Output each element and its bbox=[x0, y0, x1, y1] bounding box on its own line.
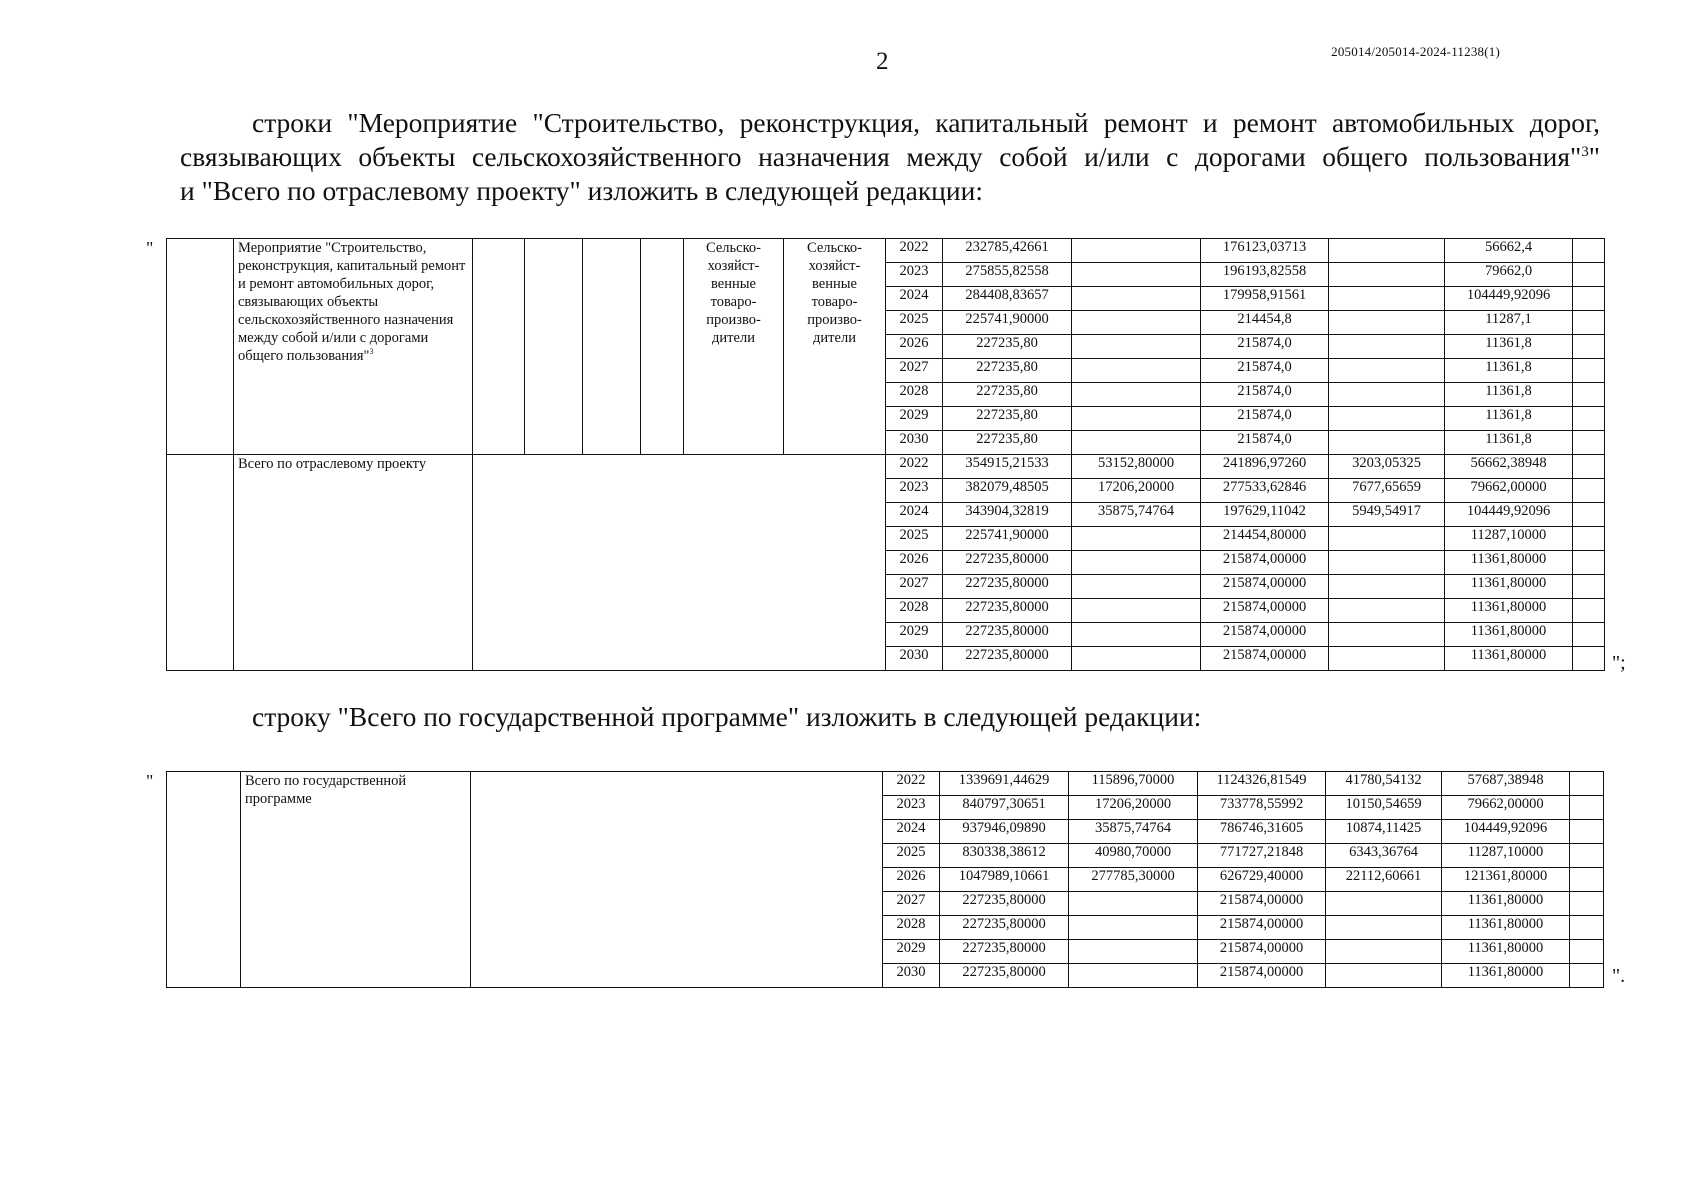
measure-table bbox=[166, 238, 1605, 671]
amount-cell bbox=[1072, 239, 1201, 263]
measure-name-cell bbox=[234, 239, 473, 455]
cell-empty bbox=[525, 239, 583, 455]
amount-cell: 937946,09890 bbox=[940, 820, 1069, 844]
amount-cell: 232785,42661 bbox=[943, 239, 1072, 263]
amount-cell bbox=[1570, 772, 1604, 796]
year-cell: 2024 bbox=[883, 820, 940, 844]
amount-cell: 6343,36764 bbox=[1326, 844, 1442, 868]
amount-cell bbox=[1573, 383, 1605, 407]
amount-cell: 57687,38948 bbox=[1442, 772, 1570, 796]
year-cell: 2028 bbox=[886, 599, 943, 623]
program-total-name: Всего по государственной программе bbox=[241, 772, 471, 988]
year-cell: 2025 bbox=[883, 844, 940, 868]
amount-cell bbox=[1329, 359, 1445, 383]
intro-line-2 bbox=[180, 140, 1600, 174]
cell-empty bbox=[471, 772, 883, 988]
amount-cell: 215874,00000 bbox=[1201, 647, 1329, 671]
amount-cell bbox=[1069, 940, 1198, 964]
amount-cell: 53152,80000 bbox=[1072, 455, 1201, 479]
year-cell: 2025 bbox=[886, 527, 943, 551]
amount-cell: 227235,80000 bbox=[943, 623, 1072, 647]
amount-cell bbox=[1570, 916, 1604, 940]
amount-cell: 733778,55992 bbox=[1198, 796, 1326, 820]
year-cell: 2028 bbox=[886, 383, 943, 407]
amount-cell: 11361,80000 bbox=[1445, 551, 1573, 575]
amount-cell bbox=[1570, 796, 1604, 820]
measure-footnote-ref: 3 bbox=[369, 347, 374, 357]
amount-cell: 11361,80000 bbox=[1445, 623, 1573, 647]
amount-cell bbox=[1072, 551, 1201, 575]
program-table bbox=[166, 771, 1604, 988]
year-cell: 2026 bbox=[886, 551, 943, 575]
amount-cell bbox=[1329, 407, 1445, 431]
amount-cell bbox=[1072, 599, 1201, 623]
amount-cell: 11287,1 bbox=[1445, 311, 1573, 335]
year-cell: 2028 bbox=[883, 916, 940, 940]
amount-cell: 277785,30000 bbox=[1069, 868, 1198, 892]
amount-cell: 11361,80000 bbox=[1445, 599, 1573, 623]
amount-cell bbox=[1329, 599, 1445, 623]
footnote-ref: 3 bbox=[1581, 143, 1589, 160]
amount-cell: 35875,74764 bbox=[1072, 503, 1201, 527]
intro-line-2-end: " bbox=[1588, 141, 1600, 172]
amount-cell: 227235,80 bbox=[943, 335, 1072, 359]
amount-cell: 11361,80000 bbox=[1442, 964, 1570, 988]
cell-empty bbox=[473, 239, 525, 455]
amount-cell: 227235,80000 bbox=[940, 964, 1069, 988]
amount-cell: 1047989,10661 bbox=[940, 868, 1069, 892]
cell-empty bbox=[583, 239, 641, 455]
amount-cell: 277533,62846 bbox=[1201, 479, 1329, 503]
amount-cell bbox=[1573, 263, 1605, 287]
amount-cell: 215874,00000 bbox=[1198, 940, 1326, 964]
year-cell: 2023 bbox=[886, 263, 943, 287]
year-cell: 2023 bbox=[886, 479, 943, 503]
year-cell: 2022 bbox=[886, 239, 943, 263]
amount-cell: 11361,80000 bbox=[1442, 916, 1570, 940]
amount-cell bbox=[1329, 287, 1445, 311]
year-cell: 2026 bbox=[883, 868, 940, 892]
amount-cell: 215874,00000 bbox=[1198, 892, 1326, 916]
open-quote-2: " bbox=[146, 771, 154, 791]
amount-cell: 225741,90000 bbox=[943, 311, 1072, 335]
amount-cell: 179958,91561 bbox=[1201, 287, 1329, 311]
amount-cell: 11287,10000 bbox=[1445, 527, 1573, 551]
table-row bbox=[167, 455, 1605, 479]
table-row bbox=[167, 772, 1604, 796]
amount-cell: 215874,00000 bbox=[1198, 964, 1326, 988]
amount-cell: 343904,32819 bbox=[943, 503, 1072, 527]
amount-cell bbox=[1072, 647, 1201, 671]
cell-empty bbox=[473, 455, 886, 671]
amount-cell: 215874,00000 bbox=[1198, 916, 1326, 940]
close-quote-2: ". bbox=[1612, 965, 1626, 987]
amount-cell: 11361,8 bbox=[1445, 359, 1573, 383]
amount-cell bbox=[1072, 311, 1201, 335]
amount-cell: 227235,80000 bbox=[943, 599, 1072, 623]
amount-cell bbox=[1329, 263, 1445, 287]
amount-cell: 215874,00000 bbox=[1201, 551, 1329, 575]
amount-cell bbox=[1329, 311, 1445, 335]
year-cell: 2029 bbox=[886, 407, 943, 431]
amount-cell: 197629,11042 bbox=[1201, 503, 1329, 527]
executor-cell: Сельско-хозяйст-венные товаро-произво-дители bbox=[784, 239, 886, 455]
amount-cell: 215874,0 bbox=[1201, 431, 1329, 455]
amount-cell: 215874,0 bbox=[1201, 383, 1329, 407]
amount-cell bbox=[1329, 647, 1445, 671]
amount-cell bbox=[1573, 551, 1605, 575]
year-cell: 2030 bbox=[883, 964, 940, 988]
amount-cell: 1124326,81549 bbox=[1198, 772, 1326, 796]
intro-line-3: и "Всего по отраслевому проекту" изложить в следующей редакции: bbox=[180, 175, 983, 206]
amount-cell: 17206,20000 bbox=[1072, 479, 1201, 503]
amount-cell: 227235,80000 bbox=[940, 916, 1069, 940]
year-cell: 2029 bbox=[886, 623, 943, 647]
amount-cell: 121361,80000 bbox=[1442, 868, 1570, 892]
amount-cell: 10874,11425 bbox=[1326, 820, 1442, 844]
amount-cell bbox=[1570, 868, 1604, 892]
amount-cell: 11361,80000 bbox=[1442, 940, 1570, 964]
year-cell: 2024 bbox=[886, 287, 943, 311]
amount-cell bbox=[1570, 964, 1604, 988]
measure-body bbox=[167, 239, 1605, 455]
amount-cell bbox=[1573, 359, 1605, 383]
amount-cell bbox=[1573, 503, 1605, 527]
year-cell: 2023 bbox=[883, 796, 940, 820]
amount-cell: 11361,80000 bbox=[1445, 647, 1573, 671]
amount-cell: 227235,80 bbox=[943, 407, 1072, 431]
amount-cell bbox=[1069, 916, 1198, 940]
amount-cell: 241896,97260 bbox=[1201, 455, 1329, 479]
measure-name: Мероприятие "Строительство, реконструкция, капитальный ремонт и ремонт автомобильных дорог, связывающих объекты сельскохозяйственного назначения между собой и/или с дорогами общего пользования" bbox=[238, 240, 466, 364]
amount-cell bbox=[1072, 527, 1201, 551]
amount-cell bbox=[1573, 311, 1605, 335]
amount-cell: 104449,92096 bbox=[1445, 503, 1573, 527]
cell-empty bbox=[641, 239, 684, 455]
amount-cell: 11361,8 bbox=[1445, 335, 1573, 359]
amount-cell: 215874,00000 bbox=[1201, 599, 1329, 623]
executor-cell: Сельско-хозяйст-венные товаро-произво-дители bbox=[684, 239, 784, 455]
amount-cell: 215874,00000 bbox=[1201, 575, 1329, 599]
amount-cell bbox=[1069, 892, 1198, 916]
amount-cell bbox=[1570, 820, 1604, 844]
amount-cell: 227235,80 bbox=[943, 431, 1072, 455]
document-code: 205014/205014-2024-11238(1) bbox=[1331, 44, 1500, 59]
amount-cell: 10150,54659 bbox=[1326, 796, 1442, 820]
amount-cell: 11361,8 bbox=[1445, 431, 1573, 455]
cell-empty bbox=[167, 239, 234, 455]
amount-cell bbox=[1326, 916, 1442, 940]
amount-cell bbox=[1329, 239, 1445, 263]
amount-cell bbox=[1573, 647, 1605, 671]
amount-cell: 11361,8 bbox=[1445, 383, 1573, 407]
amount-cell: 79662,0 bbox=[1445, 263, 1573, 287]
program-total-body bbox=[167, 772, 1604, 988]
intro-line-1: строки "Мероприятие "Строительство, реконструкция, капитальный ремонт и ремонт автомобильных дорог, bbox=[252, 107, 1600, 138]
amount-cell: 225741,90000 bbox=[943, 527, 1072, 551]
amount-cell: 56662,4 bbox=[1445, 239, 1573, 263]
amount-cell: 115896,70000 bbox=[1069, 772, 1198, 796]
year-cell: 2024 bbox=[886, 503, 943, 527]
amount-cell: 215874,0 bbox=[1201, 407, 1329, 431]
amount-cell bbox=[1072, 407, 1201, 431]
amount-cell bbox=[1573, 623, 1605, 647]
year-cell: 2026 bbox=[886, 335, 943, 359]
amount-cell: 11361,80000 bbox=[1442, 892, 1570, 916]
amount-cell bbox=[1570, 844, 1604, 868]
year-cell: 2030 bbox=[886, 647, 943, 671]
amount-cell: 215874,0 bbox=[1201, 335, 1329, 359]
amount-cell bbox=[1573, 407, 1605, 431]
amount-cell bbox=[1072, 359, 1201, 383]
amount-cell: 227235,80000 bbox=[943, 575, 1072, 599]
amount-cell: 35875,74764 bbox=[1069, 820, 1198, 844]
amount-cell bbox=[1573, 239, 1605, 263]
amount-cell: 215874,00000 bbox=[1201, 623, 1329, 647]
amount-cell bbox=[1570, 892, 1604, 916]
amount-cell: 227235,80000 bbox=[940, 940, 1069, 964]
amount-cell bbox=[1573, 287, 1605, 311]
amount-cell: 104449,92096 bbox=[1445, 287, 1573, 311]
close-quote-1: "; bbox=[1612, 652, 1626, 674]
amount-cell: 11361,80000 bbox=[1445, 575, 1573, 599]
year-cell: 2027 bbox=[886, 359, 943, 383]
amount-cell: 215874,0 bbox=[1201, 359, 1329, 383]
project-total-name: Всего по отраслевому проекту bbox=[234, 455, 473, 671]
amount-cell bbox=[1573, 455, 1605, 479]
amount-cell: 786746,31605 bbox=[1198, 820, 1326, 844]
table-row bbox=[167, 239, 1605, 263]
amount-cell: 382079,48505 bbox=[943, 479, 1072, 503]
intro-line-2-text: связывающих объекты сельскохозяйственного назначения между собой и/или с дорогами общего пользования" bbox=[180, 141, 1582, 172]
amount-cell bbox=[1072, 431, 1201, 455]
amount-cell: 176123,03713 bbox=[1201, 239, 1329, 263]
amount-cell bbox=[1329, 431, 1445, 455]
amount-cell bbox=[1573, 599, 1605, 623]
intro-paragraph bbox=[180, 106, 1600, 208]
amount-cell: 227235,80000 bbox=[943, 551, 1072, 575]
amount-cell bbox=[1072, 263, 1201, 287]
amount-cell bbox=[1329, 383, 1445, 407]
amount-cell bbox=[1326, 964, 1442, 988]
cell-empty bbox=[167, 772, 241, 988]
amount-cell bbox=[1069, 964, 1198, 988]
amount-cell: 17206,20000 bbox=[1069, 796, 1198, 820]
year-cell: 2030 bbox=[886, 431, 943, 455]
amount-cell: 79662,00000 bbox=[1445, 479, 1573, 503]
amount-cell bbox=[1072, 575, 1201, 599]
amount-cell: 56662,38948 bbox=[1445, 455, 1573, 479]
amount-cell: 227235,80000 bbox=[940, 892, 1069, 916]
amount-cell: 840797,30651 bbox=[940, 796, 1069, 820]
program-paragraph: строку "Всего по государственной программе" изложить в следующей редакции: bbox=[252, 701, 1202, 732]
open-quote-1: " bbox=[146, 238, 154, 258]
amount-cell: 275855,82558 bbox=[943, 263, 1072, 287]
amount-cell bbox=[1573, 575, 1605, 599]
amount-cell bbox=[1326, 892, 1442, 916]
amount-cell: 41780,54132 bbox=[1326, 772, 1442, 796]
amount-cell bbox=[1573, 431, 1605, 455]
year-cell: 2022 bbox=[886, 455, 943, 479]
amount-cell: 626729,40000 bbox=[1198, 868, 1326, 892]
amount-cell: 11361,8 bbox=[1445, 407, 1573, 431]
amount-cell: 354915,21533 bbox=[943, 455, 1072, 479]
amount-cell: 196193,82558 bbox=[1201, 263, 1329, 287]
year-cell: 2029 bbox=[883, 940, 940, 964]
amount-cell bbox=[1570, 940, 1604, 964]
amount-cell: 771727,21848 bbox=[1198, 844, 1326, 868]
amount-cell bbox=[1072, 335, 1201, 359]
amount-cell: 1339691,44629 bbox=[940, 772, 1069, 796]
amount-cell: 214454,8 bbox=[1201, 311, 1329, 335]
year-cell: 2027 bbox=[883, 892, 940, 916]
amount-cell bbox=[1072, 287, 1201, 311]
amount-cell: 227235,80 bbox=[943, 359, 1072, 383]
amount-cell bbox=[1573, 479, 1605, 503]
amount-cell: 40980,70000 bbox=[1069, 844, 1198, 868]
amount-cell bbox=[1329, 551, 1445, 575]
amount-cell bbox=[1326, 940, 1442, 964]
amount-cell: 227235,80000 bbox=[943, 647, 1072, 671]
amount-cell: 5949,54917 bbox=[1329, 503, 1445, 527]
amount-cell: 284408,83657 bbox=[943, 287, 1072, 311]
amount-cell bbox=[1329, 575, 1445, 599]
amount-cell: 3203,05325 bbox=[1329, 455, 1445, 479]
project-total-body bbox=[167, 455, 1605, 671]
amount-cell: 227235,80 bbox=[943, 383, 1072, 407]
amount-cell: 79662,00000 bbox=[1442, 796, 1570, 820]
amount-cell bbox=[1072, 383, 1201, 407]
year-cell: 2022 bbox=[883, 772, 940, 796]
amount-cell: 11287,10000 bbox=[1442, 844, 1570, 868]
amount-cell bbox=[1573, 527, 1605, 551]
amount-cell: 104449,92096 bbox=[1442, 820, 1570, 844]
amount-cell: 830338,38612 bbox=[940, 844, 1069, 868]
amount-cell: 214454,80000 bbox=[1201, 527, 1329, 551]
amount-cell bbox=[1329, 527, 1445, 551]
year-cell: 2025 bbox=[886, 311, 943, 335]
amount-cell: 22112,60661 bbox=[1326, 868, 1442, 892]
amount-cell bbox=[1329, 623, 1445, 647]
year-cell: 2027 bbox=[886, 575, 943, 599]
amount-cell bbox=[1329, 335, 1445, 359]
page-number: 2 bbox=[876, 48, 889, 75]
amount-cell: 7677,65659 bbox=[1329, 479, 1445, 503]
amount-cell bbox=[1072, 623, 1201, 647]
amount-cell bbox=[1573, 335, 1605, 359]
cell-empty bbox=[167, 455, 234, 671]
